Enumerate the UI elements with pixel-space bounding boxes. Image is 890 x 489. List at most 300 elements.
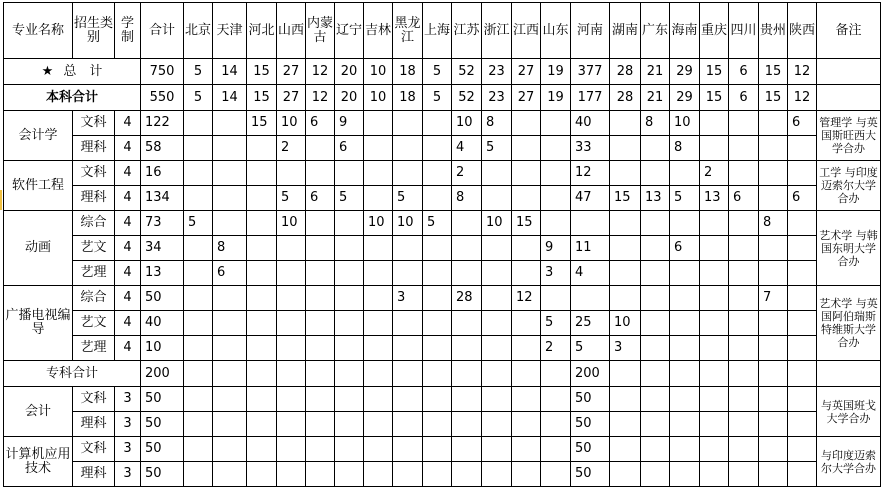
value-cell[interactable] <box>788 412 817 437</box>
value-cell[interactable]: 2 <box>541 336 571 361</box>
value-cell[interactable]: 19 <box>541 59 571 85</box>
value-cell[interactable]: 10 <box>610 311 641 336</box>
value-cell[interactable] <box>277 161 306 186</box>
value-cell[interactable] <box>482 336 512 361</box>
value-cell[interactable] <box>247 462 277 487</box>
value-cell[interactable] <box>213 161 247 186</box>
value-cell[interactable] <box>759 236 788 261</box>
value-cell[interactable] <box>541 211 571 236</box>
category-cell[interactable]: 文科 <box>73 387 115 412</box>
value-cell[interactable] <box>729 412 759 437</box>
value-cell[interactable] <box>247 336 277 361</box>
years-cell[interactable]: 3 <box>115 437 141 462</box>
value-cell[interactable] <box>759 111 788 136</box>
value-cell[interactable]: 10 <box>670 111 700 136</box>
value-cell[interactable] <box>482 236 512 261</box>
total-cell[interactable]: 550 <box>141 85 184 111</box>
value-cell[interactable] <box>184 161 213 186</box>
value-cell[interactable] <box>306 311 335 336</box>
value-cell[interactable] <box>610 412 641 437</box>
value-cell[interactable] <box>393 437 423 462</box>
value-cell[interactable] <box>512 462 541 487</box>
value-cell[interactable] <box>423 336 452 361</box>
value-cell[interactable] <box>277 236 306 261</box>
value-cell[interactable] <box>306 387 335 412</box>
header-province[interactable]: 四川 <box>729 3 759 59</box>
value-cell[interactable]: 10 <box>482 211 512 236</box>
value-cell[interactable] <box>512 236 541 261</box>
value-cell[interactable]: 12 <box>788 85 817 111</box>
value-cell[interactable] <box>335 437 364 462</box>
value-cell[interactable] <box>482 286 512 311</box>
value-cell[interactable] <box>184 186 213 211</box>
value-cell[interactable]: 27 <box>277 85 306 111</box>
value-cell[interactable] <box>788 387 817 412</box>
value-cell[interactable] <box>700 261 729 286</box>
value-cell[interactable] <box>364 261 393 286</box>
value-cell[interactable]: 12 <box>306 85 335 111</box>
value-cell[interactable] <box>247 361 277 387</box>
value-cell[interactable]: 8 <box>213 236 247 261</box>
value-cell[interactable] <box>610 211 641 236</box>
value-cell[interactable] <box>670 261 700 286</box>
value-cell[interactable] <box>670 286 700 311</box>
value-cell[interactable]: 9 <box>541 236 571 261</box>
value-cell[interactable] <box>610 361 641 387</box>
value-cell[interactable] <box>213 462 247 487</box>
value-cell[interactable] <box>277 361 306 387</box>
value-cell[interactable]: 15 <box>759 59 788 85</box>
value-cell[interactable] <box>670 412 700 437</box>
value-cell[interactable] <box>788 211 817 236</box>
value-cell[interactable] <box>700 462 729 487</box>
value-cell[interactable]: 5 <box>423 85 452 111</box>
category-cell[interactable]: 理科 <box>73 186 115 211</box>
value-cell[interactable] <box>452 412 482 437</box>
value-cell[interactable] <box>700 136 729 161</box>
header-province[interactable]: 北京 <box>184 3 213 59</box>
value-cell[interactable] <box>335 462 364 487</box>
value-cell[interactable] <box>184 336 213 361</box>
value-cell[interactable] <box>700 286 729 311</box>
value-cell[interactable] <box>335 286 364 311</box>
value-cell[interactable] <box>364 186 393 211</box>
value-cell[interactable]: 27 <box>277 59 306 85</box>
value-cell[interactable] <box>512 186 541 211</box>
value-cell[interactable] <box>277 412 306 437</box>
value-cell[interactable] <box>670 437 700 462</box>
value-cell[interactable] <box>788 437 817 462</box>
value-cell[interactable] <box>393 412 423 437</box>
value-cell[interactable] <box>306 286 335 311</box>
value-cell[interactable] <box>541 186 571 211</box>
value-cell[interactable] <box>423 361 452 387</box>
value-cell[interactable] <box>512 311 541 336</box>
value-cell[interactable] <box>641 462 670 487</box>
value-cell[interactable] <box>364 462 393 487</box>
header-province[interactable]: 陕西 <box>788 3 817 59</box>
value-cell[interactable] <box>364 361 393 387</box>
value-cell[interactable] <box>277 462 306 487</box>
remark-cell[interactable] <box>817 361 881 387</box>
value-cell[interactable] <box>277 437 306 462</box>
value-cell[interactable]: 10 <box>364 211 393 236</box>
value-cell[interactable] <box>452 336 482 361</box>
total-cell[interactable]: 73 <box>141 211 184 236</box>
header-province[interactable]: 内蒙古 <box>306 3 335 59</box>
value-cell[interactable] <box>700 336 729 361</box>
years-cell[interactable]: 3 <box>115 387 141 412</box>
value-cell[interactable] <box>641 311 670 336</box>
value-cell[interactable] <box>641 336 670 361</box>
value-cell[interactable]: 5 <box>571 336 610 361</box>
value-cell[interactable] <box>184 462 213 487</box>
value-cell[interactable] <box>759 136 788 161</box>
value-cell[interactable] <box>452 311 482 336</box>
header-total[interactable]: 合计 <box>141 3 184 59</box>
value-cell[interactable] <box>641 136 670 161</box>
value-cell[interactable]: 50 <box>571 387 610 412</box>
value-cell[interactable] <box>788 336 817 361</box>
total-cell[interactable]: 50 <box>141 286 184 311</box>
value-cell[interactable] <box>247 387 277 412</box>
major-name[interactable]: 软件工程 <box>4 161 73 211</box>
major-name[interactable]: 广播电视编导 <box>4 286 73 361</box>
years-cell[interactable]: 4 <box>115 236 141 261</box>
value-cell[interactable] <box>364 311 393 336</box>
value-cell[interactable] <box>393 136 423 161</box>
value-cell[interactable]: 5 <box>184 211 213 236</box>
total-cell[interactable]: 13 <box>141 261 184 286</box>
header-province[interactable]: 湖南 <box>610 3 641 59</box>
value-cell[interactable]: 21 <box>641 59 670 85</box>
value-cell[interactable] <box>247 136 277 161</box>
value-cell[interactable] <box>423 286 452 311</box>
value-cell[interactable] <box>335 211 364 236</box>
value-cell[interactable] <box>306 437 335 462</box>
value-cell[interactable] <box>393 311 423 336</box>
value-cell[interactable] <box>641 361 670 387</box>
major-name[interactable]: 计算机应用技术 <box>4 437 73 487</box>
value-cell[interactable]: 6 <box>729 186 759 211</box>
total-cell[interactable]: 122 <box>141 111 184 136</box>
value-cell[interactable] <box>571 286 610 311</box>
value-cell[interactable]: 8 <box>641 111 670 136</box>
header-years[interactable]: 学制 <box>115 3 141 59</box>
value-cell[interactable]: 6 <box>729 85 759 111</box>
value-cell[interactable] <box>364 336 393 361</box>
value-cell[interactable] <box>788 161 817 186</box>
value-cell[interactable] <box>452 387 482 412</box>
value-cell[interactable]: 6 <box>306 186 335 211</box>
value-cell[interactable]: 15 <box>247 85 277 111</box>
value-cell[interactable]: 377 <box>571 59 610 85</box>
category-cell[interactable]: 文科 <box>73 111 115 136</box>
value-cell[interactable] <box>213 111 247 136</box>
value-cell[interactable]: 10 <box>277 211 306 236</box>
value-cell[interactable]: 8 <box>670 136 700 161</box>
category-cell[interactable]: 理科 <box>73 136 115 161</box>
value-cell[interactable] <box>641 387 670 412</box>
value-cell[interactable] <box>729 361 759 387</box>
value-cell[interactable] <box>729 211 759 236</box>
major-name[interactable]: 动画 <box>4 211 73 286</box>
value-cell[interactable] <box>610 111 641 136</box>
total-cell[interactable]: 200 <box>141 361 184 387</box>
value-cell[interactable]: 52 <box>452 59 482 85</box>
value-cell[interactable]: 28 <box>452 286 482 311</box>
value-cell[interactable] <box>482 437 512 462</box>
value-cell[interactable] <box>759 387 788 412</box>
value-cell[interactable] <box>670 211 700 236</box>
value-cell[interactable] <box>335 311 364 336</box>
value-cell[interactable]: 10 <box>364 85 393 111</box>
value-cell[interactable]: 18 <box>393 85 423 111</box>
value-cell[interactable]: 6 <box>335 136 364 161</box>
header-province[interactable]: 广东 <box>641 3 670 59</box>
remark-note[interactable]: 艺术学 与韩国东明大学合办 <box>817 211 881 286</box>
years-cell[interactable]: 4 <box>115 336 141 361</box>
value-cell[interactable] <box>512 161 541 186</box>
value-cell[interactable] <box>213 437 247 462</box>
total-cell[interactable]: 40 <box>141 311 184 336</box>
value-cell[interactable]: 4 <box>571 261 610 286</box>
value-cell[interactable] <box>759 336 788 361</box>
value-cell[interactable]: 4 <box>452 136 482 161</box>
value-cell[interactable] <box>452 211 482 236</box>
value-cell[interactable] <box>670 462 700 487</box>
value-cell[interactable]: 8 <box>482 111 512 136</box>
value-cell[interactable] <box>670 161 700 186</box>
years-cell[interactable]: 4 <box>115 311 141 336</box>
value-cell[interactable]: 8 <box>759 211 788 236</box>
value-cell[interactable]: 15 <box>247 111 277 136</box>
value-cell[interactable]: 7 <box>759 286 788 311</box>
value-cell[interactable] <box>184 136 213 161</box>
value-cell[interactable] <box>482 412 512 437</box>
value-cell[interactable] <box>670 387 700 412</box>
header-remark[interactable]: 备注 <box>817 3 881 59</box>
value-cell[interactable]: 5 <box>335 186 364 211</box>
value-cell[interactable] <box>482 361 512 387</box>
value-cell[interactable] <box>512 336 541 361</box>
value-cell[interactable] <box>512 361 541 387</box>
value-cell[interactable] <box>670 361 700 387</box>
header-province[interactable]: 山东 <box>541 3 571 59</box>
total-cell[interactable]: 34 <box>141 236 184 261</box>
value-cell[interactable] <box>541 286 571 311</box>
total-cell[interactable]: 16 <box>141 161 184 186</box>
value-cell[interactable] <box>393 361 423 387</box>
value-cell[interactable]: 15 <box>247 59 277 85</box>
value-cell[interactable]: 10 <box>277 111 306 136</box>
value-cell[interactable]: 28 <box>610 59 641 85</box>
value-cell[interactable] <box>247 261 277 286</box>
header-province[interactable]: 辽宁 <box>335 3 364 59</box>
value-cell[interactable] <box>423 412 452 437</box>
value-cell[interactable]: 5 <box>541 311 571 336</box>
value-cell[interactable] <box>788 311 817 336</box>
value-cell[interactable]: 27 <box>512 85 541 111</box>
value-cell[interactable] <box>184 286 213 311</box>
value-cell[interactable] <box>482 261 512 286</box>
value-cell[interactable] <box>247 161 277 186</box>
value-cell[interactable] <box>641 211 670 236</box>
value-cell[interactable]: 28 <box>610 85 641 111</box>
value-cell[interactable] <box>277 336 306 361</box>
value-cell[interactable] <box>700 311 729 336</box>
value-cell[interactable] <box>335 336 364 361</box>
value-cell[interactable]: 5 <box>670 186 700 211</box>
value-cell[interactable] <box>247 437 277 462</box>
value-cell[interactable]: 2 <box>452 161 482 186</box>
value-cell[interactable] <box>670 336 700 361</box>
value-cell[interactable] <box>610 236 641 261</box>
years-cell[interactable]: 4 <box>115 261 141 286</box>
value-cell[interactable]: 15 <box>700 59 729 85</box>
value-cell[interactable]: 6 <box>729 59 759 85</box>
value-cell[interactable] <box>759 462 788 487</box>
header-province[interactable]: 黑龙江 <box>393 3 423 59</box>
value-cell[interactable]: 8 <box>452 186 482 211</box>
total-cell[interactable]: 10 <box>141 336 184 361</box>
value-cell[interactable]: 6 <box>670 236 700 261</box>
value-cell[interactable]: 6 <box>788 111 817 136</box>
value-cell[interactable] <box>729 311 759 336</box>
value-cell[interactable] <box>393 336 423 361</box>
value-cell[interactable] <box>759 161 788 186</box>
value-cell[interactable]: 12 <box>306 59 335 85</box>
value-cell[interactable] <box>364 437 393 462</box>
value-cell[interactable]: 12 <box>512 286 541 311</box>
value-cell[interactable] <box>247 186 277 211</box>
value-cell[interactable] <box>423 111 452 136</box>
value-cell[interactable]: 2 <box>700 161 729 186</box>
value-cell[interactable]: 6 <box>788 186 817 211</box>
header-province[interactable]: 山西 <box>277 3 306 59</box>
years-cell[interactable]: 3 <box>115 462 141 487</box>
header-province[interactable]: 贵州 <box>759 3 788 59</box>
value-cell[interactable]: 13 <box>700 186 729 211</box>
value-cell[interactable] <box>393 261 423 286</box>
header-major[interactable]: 专业名称 <box>4 3 73 59</box>
value-cell[interactable] <box>512 261 541 286</box>
category-cell[interactable]: 理科 <box>73 462 115 487</box>
value-cell[interactable] <box>423 311 452 336</box>
value-cell[interactable] <box>393 161 423 186</box>
value-cell[interactable] <box>213 387 247 412</box>
value-cell[interactable] <box>423 261 452 286</box>
years-cell[interactable]: 4 <box>115 111 141 136</box>
remark-cell[interactable] <box>817 59 881 85</box>
value-cell[interactable] <box>213 336 247 361</box>
value-cell[interactable] <box>512 136 541 161</box>
value-cell[interactable] <box>641 261 670 286</box>
value-cell[interactable] <box>335 236 364 261</box>
category-cell[interactable]: 艺文 <box>73 236 115 261</box>
value-cell[interactable] <box>335 161 364 186</box>
value-cell[interactable]: 12 <box>571 161 610 186</box>
value-cell[interactable] <box>393 462 423 487</box>
value-cell[interactable] <box>213 412 247 437</box>
value-cell[interactable] <box>184 311 213 336</box>
value-cell[interactable] <box>541 161 571 186</box>
value-cell[interactable]: 5 <box>423 211 452 236</box>
value-cell[interactable]: 10 <box>364 59 393 85</box>
total-cell[interactable]: 50 <box>141 437 184 462</box>
value-cell[interactable]: 50 <box>571 412 610 437</box>
value-cell[interactable]: 20 <box>335 85 364 111</box>
value-cell[interactable] <box>335 412 364 437</box>
years-cell[interactable]: 4 <box>115 186 141 211</box>
value-cell[interactable]: 15 <box>512 211 541 236</box>
value-cell[interactable]: 21 <box>641 85 670 111</box>
value-cell[interactable] <box>729 387 759 412</box>
value-cell[interactable]: 25 <box>571 311 610 336</box>
value-cell[interactable] <box>541 111 571 136</box>
value-cell[interactable] <box>610 261 641 286</box>
value-cell[interactable]: 9 <box>335 111 364 136</box>
remark-note[interactable]: 管理学 与英国斯旺西大学合办 <box>817 111 881 161</box>
value-cell[interactable] <box>729 161 759 186</box>
undergrad-total-label[interactable]: 本科合计 <box>4 85 141 111</box>
header-province[interactable]: 江苏 <box>452 3 482 59</box>
value-cell[interactable] <box>729 236 759 261</box>
value-cell[interactable]: 5 <box>393 186 423 211</box>
value-cell[interactable]: 11 <box>571 236 610 261</box>
value-cell[interactable] <box>184 261 213 286</box>
value-cell[interactable] <box>423 236 452 261</box>
value-cell[interactable] <box>541 361 571 387</box>
value-cell[interactable]: 40 <box>571 111 610 136</box>
value-cell[interactable] <box>306 236 335 261</box>
value-cell[interactable]: 200 <box>571 361 610 387</box>
value-cell[interactable] <box>452 437 482 462</box>
value-cell[interactable] <box>512 412 541 437</box>
value-cell[interactable] <box>700 412 729 437</box>
value-cell[interactable]: 5 <box>482 136 512 161</box>
remark-note[interactable]: 与印度迈索尔大学合办 <box>817 437 881 487</box>
total-cell[interactable]: 50 <box>141 412 184 437</box>
value-cell[interactable]: 29 <box>670 59 700 85</box>
value-cell[interactable]: 3 <box>541 261 571 286</box>
category-cell[interactable]: 艺理 <box>73 261 115 286</box>
value-cell[interactable] <box>393 236 423 261</box>
value-cell[interactable] <box>184 437 213 462</box>
total-cell[interactable]: 50 <box>141 387 184 412</box>
value-cell[interactable] <box>452 261 482 286</box>
value-cell[interactable] <box>213 286 247 311</box>
value-cell[interactable] <box>700 236 729 261</box>
value-cell[interactable] <box>452 361 482 387</box>
value-cell[interactable] <box>452 462 482 487</box>
value-cell[interactable] <box>482 462 512 487</box>
value-cell[interactable] <box>277 261 306 286</box>
value-cell[interactable]: 27 <box>512 59 541 85</box>
value-cell[interactable] <box>571 211 610 236</box>
total-cell[interactable]: 50 <box>141 462 184 487</box>
value-cell[interactable] <box>729 111 759 136</box>
category-cell[interactable]: 艺文 <box>73 311 115 336</box>
value-cell[interactable] <box>423 186 452 211</box>
header-province[interactable]: 河南 <box>571 3 610 59</box>
value-cell[interactable]: 5 <box>184 85 213 111</box>
value-cell[interactable] <box>364 161 393 186</box>
value-cell[interactable] <box>423 136 452 161</box>
major-name[interactable]: 会计学 <box>4 111 73 161</box>
header-province[interactable]: 天津 <box>213 3 247 59</box>
years-cell[interactable]: 4 <box>115 286 141 311</box>
